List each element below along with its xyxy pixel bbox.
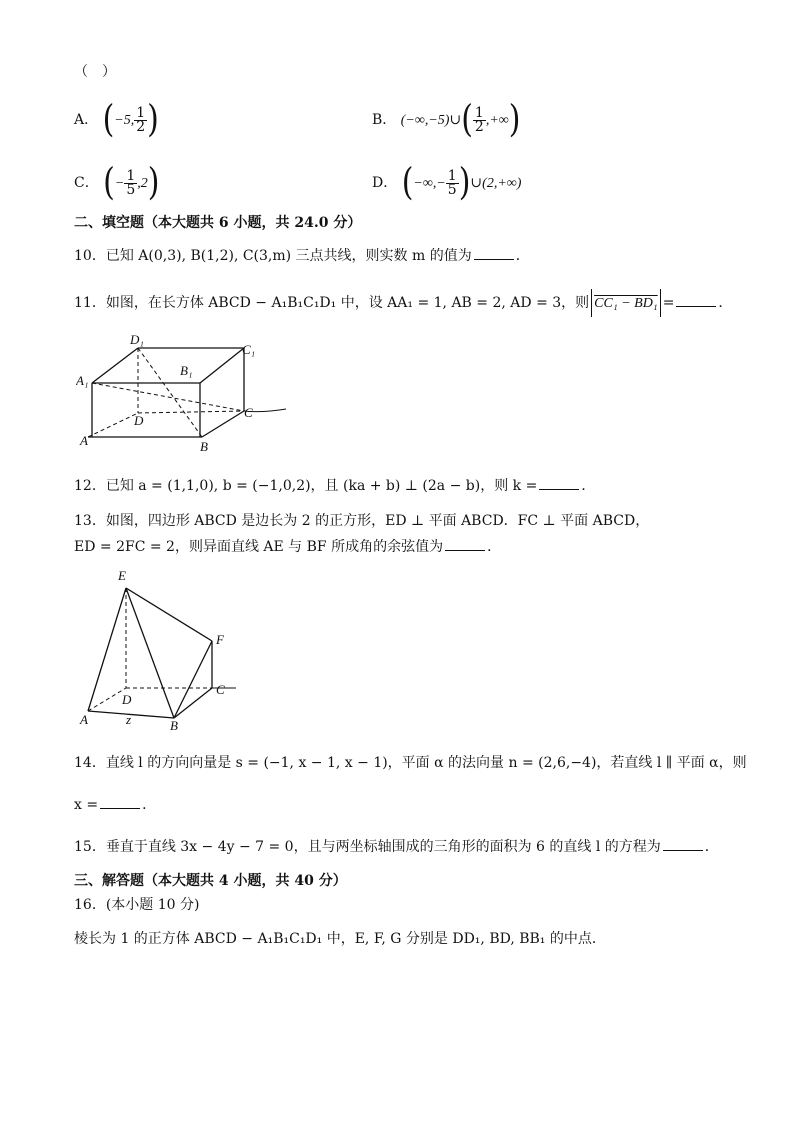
q9-option-c: C． (− $\frac{1}{5}$ ,2) xyxy=(74,160,160,205)
answer-blank[interactable] xyxy=(100,796,140,809)
answer-blank[interactable] xyxy=(663,838,703,851)
label-f: F xyxy=(216,632,224,647)
question-16-text: 棱长为 1 的正方体 ABCD − A₁B₁C₁D₁ 中，E, F, G 分别是 DD₁, BD, BB₁ 的中点． xyxy=(74,931,606,947)
answer-blank[interactable] xyxy=(474,247,514,260)
label-d: D xyxy=(122,692,132,707)
answer-blank[interactable] xyxy=(539,477,579,490)
section-title-solutions: 三、解答题（本大题共 4 小题，共 40 分） xyxy=(74,873,347,889)
label-c: C xyxy=(216,682,225,697)
option-label: C． xyxy=(74,175,99,191)
section-title-fill-in: 二、填空题（本大题共 6 小题，共 24.0 分） xyxy=(74,215,362,231)
label-b: B xyxy=(170,718,178,733)
label-a: A xyxy=(80,433,88,448)
label-a1: A₁ xyxy=(76,373,89,388)
option-label: A． xyxy=(74,112,99,128)
answer-blank[interactable] xyxy=(676,294,716,307)
option-label: B． xyxy=(372,112,397,128)
label-d1: D₁ xyxy=(130,333,144,347)
label-e: E xyxy=(118,568,126,583)
label-d: D xyxy=(134,413,144,428)
label-z: z xyxy=(126,712,132,727)
answer-blank[interactable] xyxy=(445,538,485,551)
figure-square-solid xyxy=(76,566,256,736)
option-label: D． xyxy=(372,175,398,191)
question-14-line-2: x = ． xyxy=(74,797,157,813)
q9-option-a: A． (−5, $\frac{1}{2}$ ) xyxy=(74,97,159,142)
q9-paren: （ ） xyxy=(74,64,116,80)
label-b: B xyxy=(200,439,208,453)
question-13-line-1: 13．如图，四边形 ABCD 是边长为 2 的正方形，ED ⊥ 平面 ABCD．FC ⊥ 平面 ABCD， xyxy=(74,513,650,529)
question-14-line-1: 14．直线 l 的方向向量是 s = (−1, x − 1, x − 1)，平面 α 的法向量 n = (2,6,−4)，若直线 l ∥ 平面 α，则 xyxy=(74,755,747,771)
q9-option-b: B． (−∞,−5)∪( $\frac{1}{2}$ ,+∞) xyxy=(372,97,521,142)
question-15: 15．垂直于直线 3x − 4y − 7 = 0，且与两坐标轴围成的三角形的面积为 6 的直线 l 的方程为 ． xyxy=(74,839,719,855)
q9-option-d: D． (−∞,− $\frac{1}{5}$ )∪(2,+∞) xyxy=(372,160,522,205)
question-10: 10．已知 A(0,3), B(1,2), C(3,m) 三点共线，则实数 m 的值为 ． xyxy=(74,248,530,264)
label-c1: C₁ xyxy=(242,342,256,357)
figure-rectangular-box xyxy=(76,333,306,453)
question-11: 11．如图，在长方体 ABCD − A₁B₁C₁D₁ 中，设 AA₁ = 1, AB = 2, AD = 3，则 CC₁ − BD₁ = ． xyxy=(74,289,732,317)
label-a: A xyxy=(80,712,88,727)
label-c: C xyxy=(244,405,253,420)
question-12: 12．已知 a = (1,1,0), b = (−1,0,2)，且 (ka + b) ⊥ (2a − b)，则 k = ． xyxy=(74,478,596,494)
question-13-line-2: ED = 2FC = 2，则异面直线 AE 与 BF 所成角的余弦值为 ． xyxy=(74,539,502,555)
question-16-score: 16．(本小题 10 分) xyxy=(74,897,200,913)
label-b1: B₁ xyxy=(180,363,193,378)
